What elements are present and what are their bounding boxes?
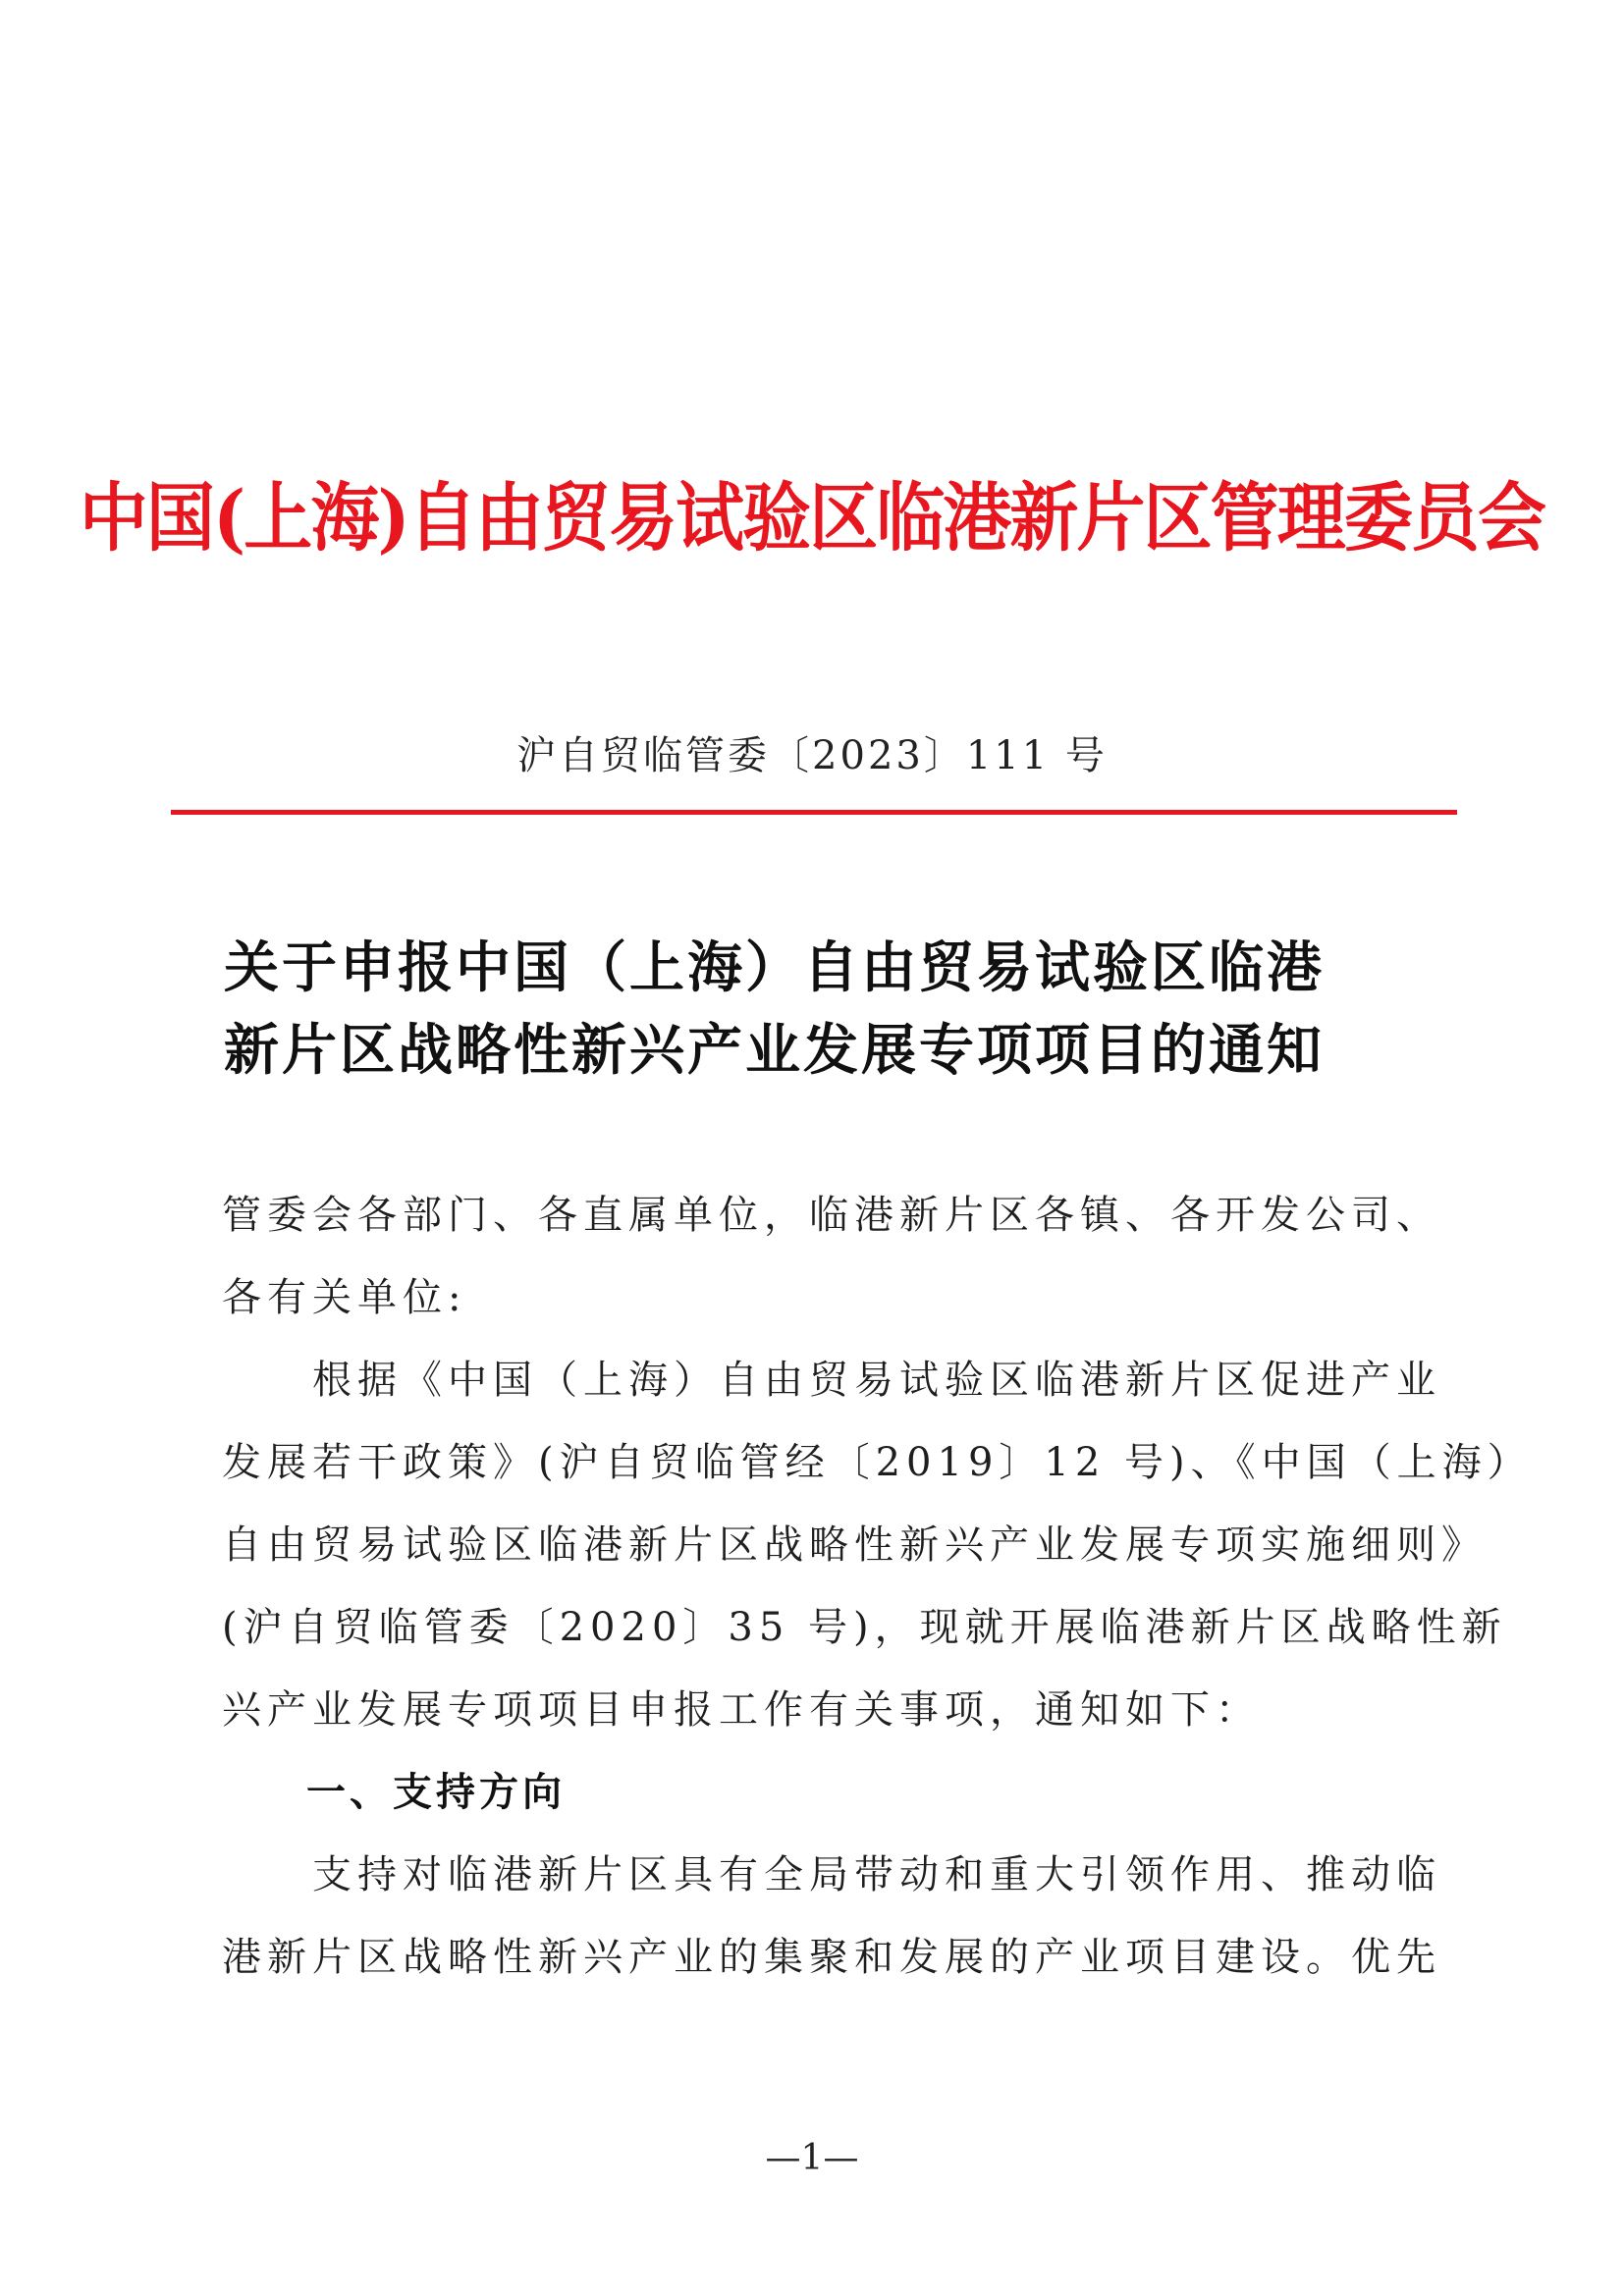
paragraph-1-line-3: 自由贸易试验区临港新片区战略性新兴产业发展专项实施细则》 — [222, 1522, 1487, 1568]
paragraph-2-line-2: 港新片区战略性新兴产业的集聚和发展的产业项目建设。优先 — [222, 1935, 1441, 1980]
page-number: —1— — [765, 2138, 859, 2178]
title-line-2: 新片区战略性新兴产业发展专项项目的通知 — [224, 1018, 1325, 1083]
addressee-line-1: 管委会各部门、各直属单位，临港新片区各镇、各开发公司、 — [222, 1193, 1441, 1238]
red-divider-line — [171, 810, 1457, 815]
section-1-heading: 一、支持方向 — [306, 1770, 566, 1815]
title-line-1: 关于申报中国（上海）自由贸易试验区临港 — [224, 935, 1325, 1000]
addressee-line-2: 各有关单位: — [222, 1275, 467, 1320]
paragraph-1-line-4: (沪自贸临管委〔2020〕35 号)，现就开展临港新片区战略性新 — [222, 1605, 1507, 1650]
paragraph-2-line-1: 支持对临港新片区具有全局带动和重大引领作用、推动临 — [222, 1852, 1441, 1897]
document-number: 沪自贸临管委〔2023〕111 号 — [516, 733, 1108, 778]
issuing-organization-header: 中国(上海)自由贸易试验区临港新片区管理委员会 — [79, 474, 1545, 561]
paragraph-1-line-2: 发展若干政策》(沪自贸临管经〔2019〕12 号)、《中国（上海） — [222, 1440, 1533, 1485]
document-title — [224, 927, 1422, 1092]
paragraph-1-line-5: 兴产业发展专项项目申报工作有关事项，通知如下： — [222, 1687, 1261, 1733]
paragraph-1-line-1: 根据《中国（上海）自由贸易试验区临港新片区促进产业 — [222, 1358, 1441, 1403]
